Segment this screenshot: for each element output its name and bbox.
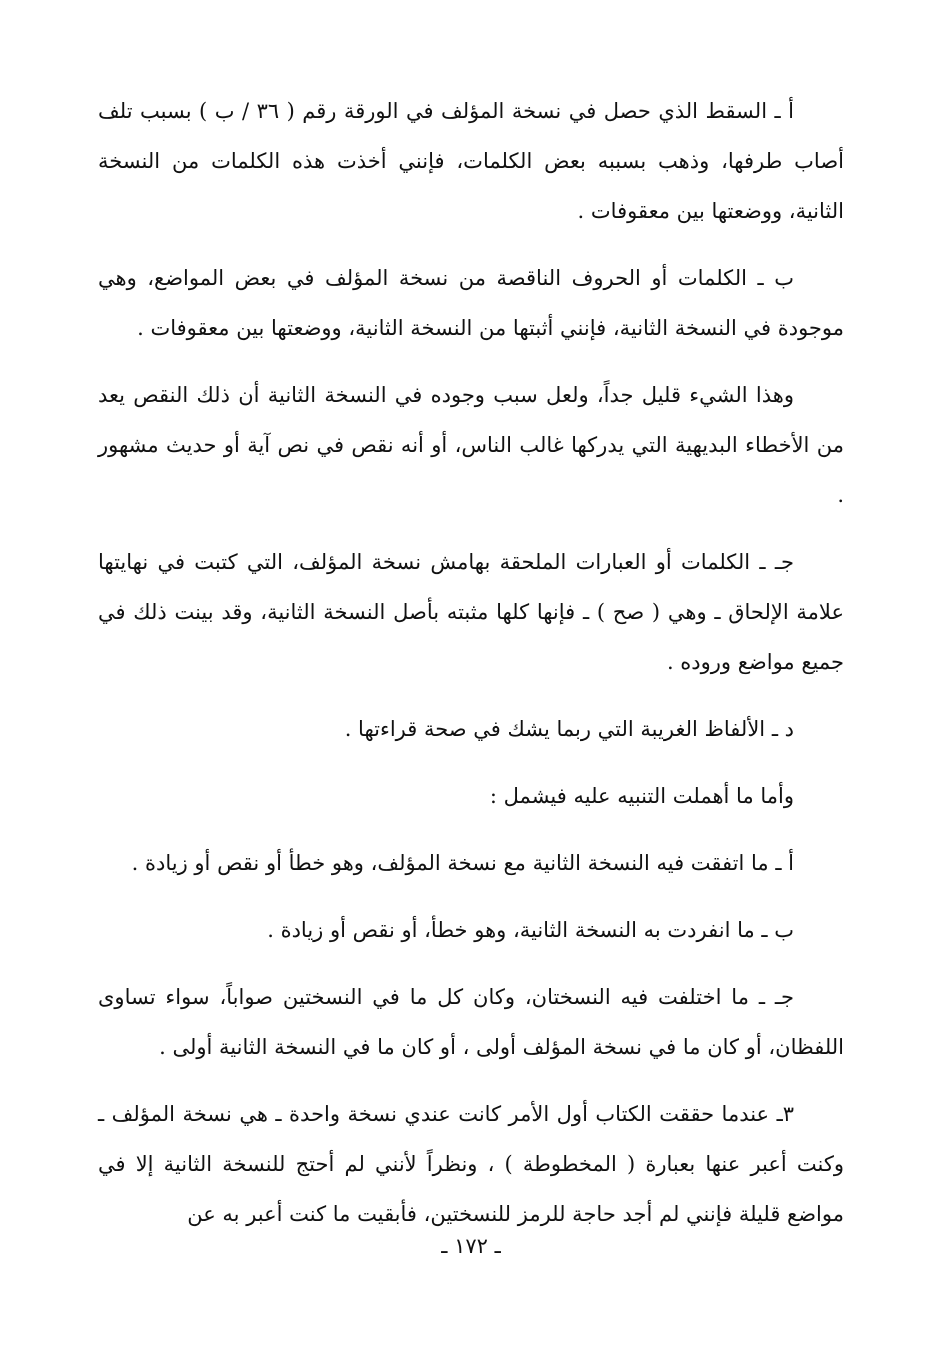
page-body bbox=[98, 86, 844, 1256]
paragraph-alef-1: أ ـ السقط الذي حصل في نسخة المؤلف في الورقة رقم ( ٣٦ / ب ) بسبب تلف أصاب طرفها، وذهب بسببه بعض الكلمات، فإنني أخذت هذه الكلمات من النسخة الثانية، ووضعتها بين معقوفات . bbox=[98, 99, 844, 223]
paragraph-point-3: ٣ـ عندما حققت الكتاب أول الأمر كانت عندي نسخة واحدة ـ هي نسخة المؤلف ـ وكنت أعبر عنها بعبارة ( المخطوطة ) ، ونظراً لأنني لم أحتج للنسخة الثانية إلا في مواضع قليلة فإنني لم أجد حاجة للرمز للنسختين، فأبقيت ما كنت أعبر به عن bbox=[98, 1102, 844, 1226]
paragraph-jim-2: جـ ـ ما اختلفت فيه النسختان، وكان كل ما في النسختين صواباً، سواء تساوى اللفظان، أو كان ما في نسخة المؤلف أولى ، أو كان ما في النسخة الثانية أولى . bbox=[98, 985, 844, 1059]
paragraph-note: وهذا الشيء قليل جداً، ولعل سبب وجوده في النسخة الثانية أن ذلك النقص يعد من الأخطاء البديهية التي يدركها غالب الناس، أو أنه نقص في نص آية أو حديث مشهور . bbox=[98, 383, 844, 507]
paragraph-ba-2: ب ـ ما انفردت به النسخة الثانية، وهو خطأ، أو نقص أو زيادة . bbox=[267, 918, 794, 942]
paragraph-jim-1: جـ ـ الكلمات أو العبارات الملحقة بهامش نسخة المؤلف، التي كتبت في نهايتها علامة الإلحاق ـ وهي ( صح ) ـ فإنها كلها مثبته بأصل النسخة الثانية، وقد بينت ذلك في جميع مواضع وروده . bbox=[98, 550, 844, 674]
page-number: ـ ١٧٢ ـ bbox=[441, 1234, 501, 1258]
paragraph-neglected: وأما ما أهملت التنبيه عليه فيشمل : bbox=[489, 784, 794, 808]
paragraph-alef-2: أ ـ ما اتفقت فيه النسخة الثانية مع نسخة المؤلف، وهو خطأ أو نقص أو زيادة . bbox=[131, 851, 794, 875]
paragraph-dal-1: د ـ الألفاظ الغريبة التي ربما يشك في صحة قراءتها . bbox=[344, 717, 794, 741]
paragraph-ba-1: ب ـ الكلمات أو الحروف الناقصة من نسخة المؤلف في بعض المواضع، وهي موجودة في النسخة الثانية، فإنني أثبتها من النسخة الثانية، ووضعتها بين معقوفات . bbox=[98, 266, 844, 340]
